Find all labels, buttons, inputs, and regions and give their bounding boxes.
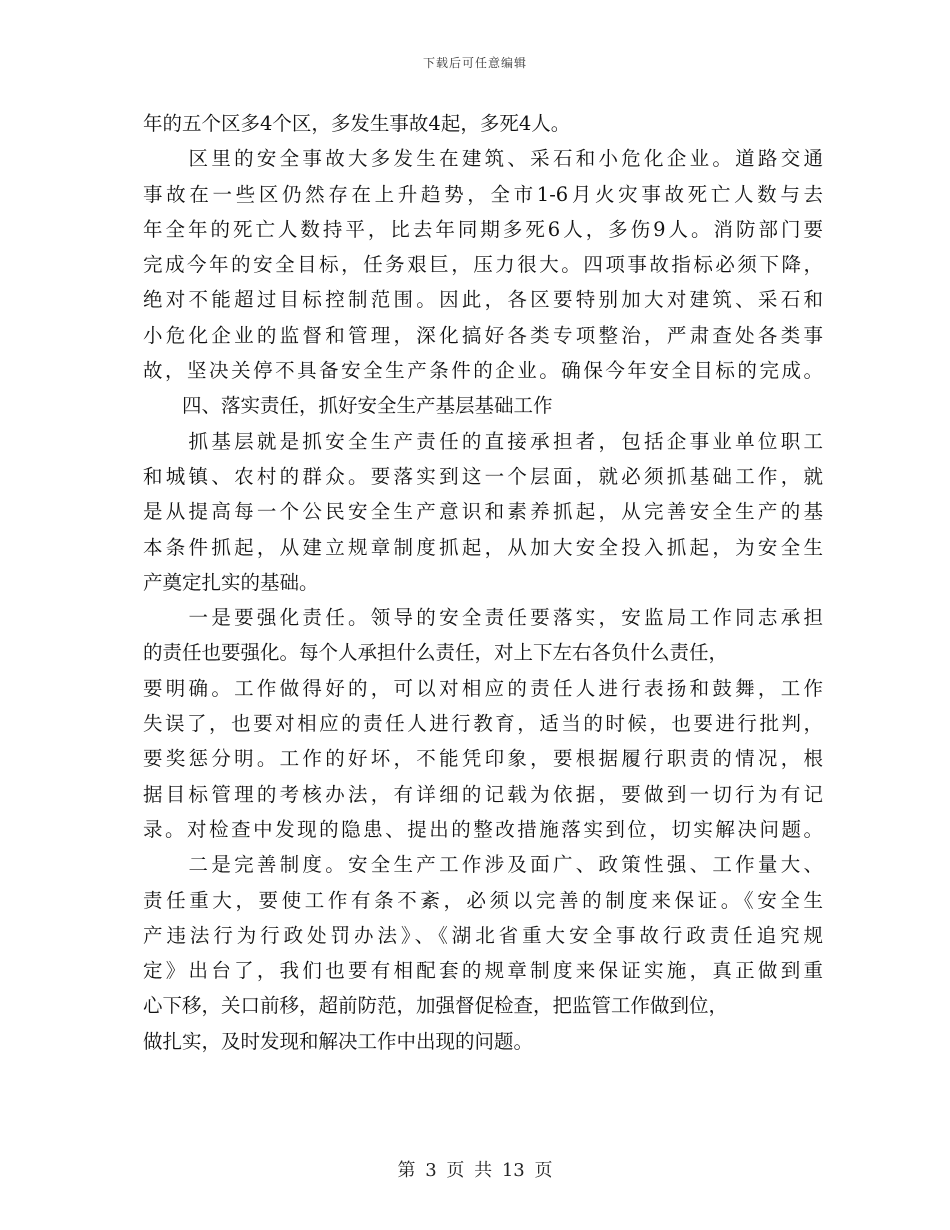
text-line: 要明确。工作做得好的，可以对相应的责任人进行表扬和鼓舞，工作 [143, 676, 823, 700]
text-line: 心下移，关口前移，超前防范，加强督促检查，把监管工作做到位， [143, 994, 729, 1018]
text-line: 抓基层就是抓安全生产责任的直接承担者，包括企事业单位职工 [143, 429, 823, 453]
text-line: 的责任也要强化。每个人承担什么责任，对上下左右各负什么责任， [143, 641, 729, 665]
text-line: 和城镇、农村的群众。要落实到这一个层面，就必须抓基础工作，就 [143, 464, 823, 488]
text-line: 小危化企业的监督和管理，深化搞好各类专项整治，严肃查处各类事 [143, 323, 823, 347]
text-line: 定》出台了，我们也要有相配套的规章制度来保证实施，真正做到重 [143, 959, 823, 983]
page-number: 第 3 页 共 13 页 [397, 1160, 553, 1181]
text-line: 事故在一些区仍然存在上升趋势，全市1-6月火灾事故死亡人数与去 [143, 182, 823, 206]
section-heading: 四、落实责任，抓好安全生产基层基础工作 [143, 394, 553, 418]
text-line: 要奖惩分明。工作的好坏，不能凭印象，要根据履行职责的情况，根 [143, 747, 823, 771]
text-line: 一是要强化责任。领导的安全责任要落实，安监局工作同志承担 [143, 606, 823, 630]
text-line: 是从提高每一个公民安全生产意识和素养抓起，从完善安全生产的基 [143, 500, 823, 524]
text-line: 二是完善制度。安全生产工作涉及面广、政策性强、工作量大、 [143, 853, 823, 877]
text-line: 年的五个区多4个区，多发生事故4起，多死4人。 [143, 112, 571, 135]
page-header: 下载后可任意编辑 [422, 56, 527, 70]
text-line: 失误了，也要对相应的责任人进行教育，适当的时候，也要进行批判， [143, 712, 823, 736]
text-line: 据目标管理的考核办法，有详细的记载为依据，要做到一切行为有记 [143, 782, 823, 806]
text-line: 本条件抓起，从建立规章制度抓起，从加大安全投入抓起，为安全生 [143, 535, 823, 559]
text-line: 录。对检查中发现的隐患、提出的整改措施落实到位，切实解决问题。 [143, 817, 823, 841]
text-line: 责任重大，要使工作有条不紊，必须以完善的制度来保证。《安全生 [143, 888, 823, 912]
text-line: 做扎实，及时发现和解决工作中出现的问题。 [143, 1029, 534, 1053]
text-line: 产奠定扎实的基础。 [143, 570, 319, 594]
document-body [143, 106, 823, 1059]
text-line: 区里的安全事故大多发生在建筑、采石和小危化企业。道路交通 [143, 147, 823, 171]
text-line: 绝对不能超过目标控制范围。因此，各区要特别加大对建筑、采石和 [143, 288, 823, 312]
text-line: 完成今年的安全目标，任务艰巨，压力很大。四项事故指标必须下降， [143, 253, 823, 277]
text-line: 故，坚决关停不具备安全生产条件的企业。确保今年安全目标的完成。 [143, 359, 823, 383]
text-line: 年全年的死亡人数持平，比去年同期多死6人，多伤9人。消防部门要 [143, 217, 823, 241]
text-line: 产违法行为行政处罚办法》、《湖北省重大安全事故行政责任追究规 [143, 923, 823, 947]
